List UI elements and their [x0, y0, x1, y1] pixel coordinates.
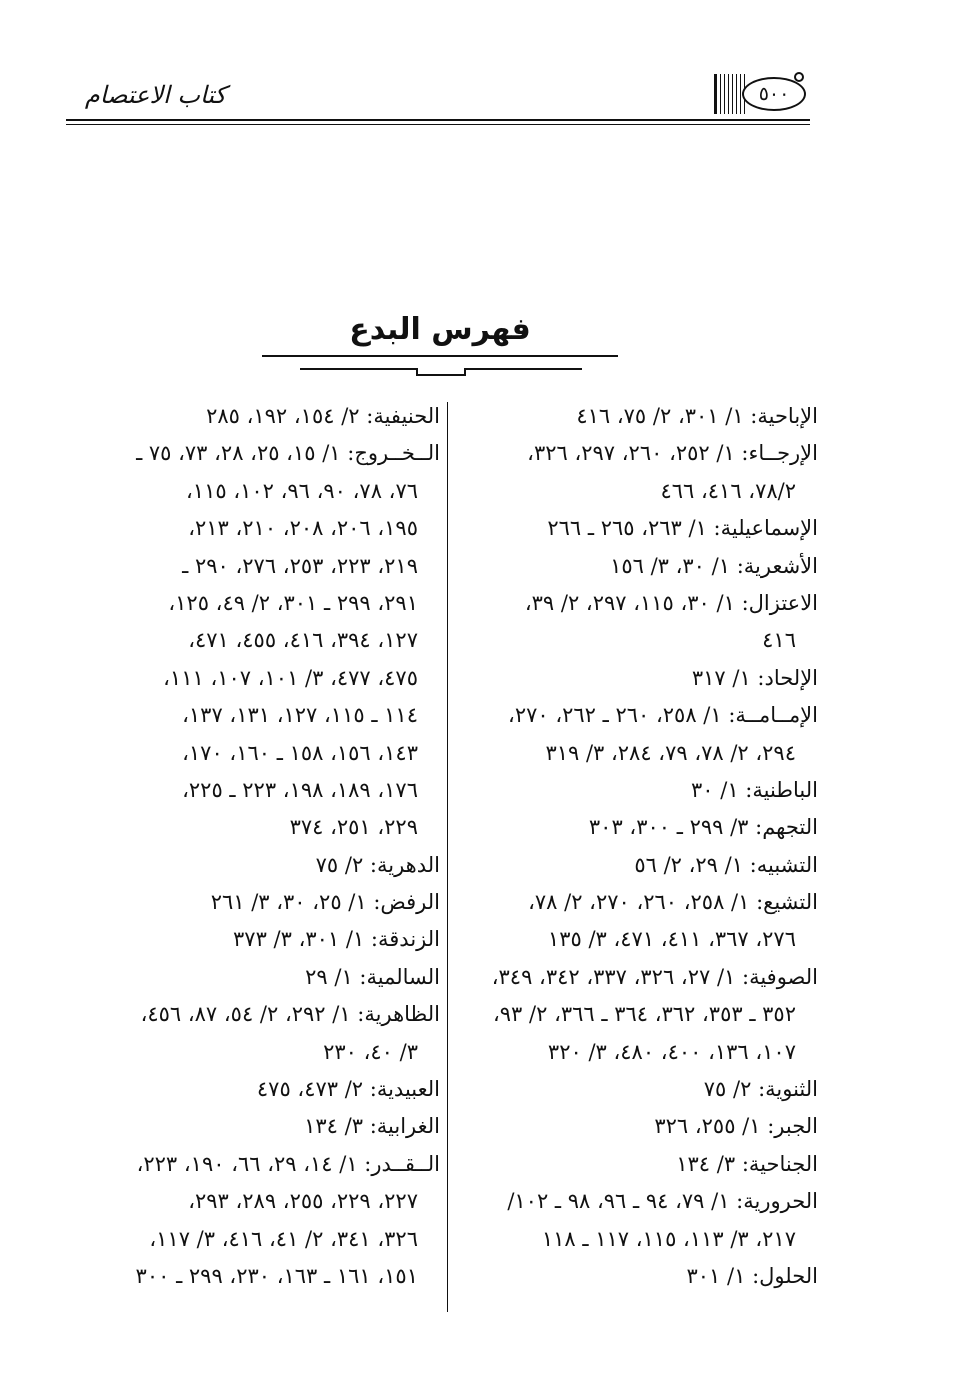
index-entry-continuation: ٧٨/٢، ٤١٦، ٤٦٦ [660, 478, 796, 503]
index-entry: التجهم: ٣/ ٢٩٩ ـ ٣٠٠، ٣٠٣ [588, 815, 818, 840]
index-entry: الإلحاد: ١/ ٣١٧ [691, 665, 818, 690]
index-entry: الدهرية: ٢/ ٧٥ [315, 852, 440, 877]
index-entry-continuation: ٢٧٦، ٣٦٧، ٤١١، ٤٧١، ٣/ ١٣٥ [547, 927, 796, 952]
index-entry-continuation: ١٥١، ١٦١ ـ ١٦٣، ٢٣٠، ٢٩٩ ـ ٣٠٠ [135, 1263, 418, 1288]
index-entry: التشبيه: ١/ ٢٩، ٢/ ٥٦ [634, 852, 818, 877]
index-entry: الصوفية: ١/ ٢٧، ٣٢٦، ٣٣٧، ٣٤٢، ٣٤٩، [491, 964, 818, 989]
index-entry: الباطنية: ١/ ٣٠ [691, 777, 818, 802]
index-entry: الجبر: ١/ ٢٥٥، ٣٢٦ [654, 1114, 818, 1139]
title-underline [262, 355, 618, 357]
index-entry-continuation: ٤١٦ [762, 628, 796, 653]
index-entry: الإسماعيلية: ١/ ٢٦٣، ٢٦٥ ـ ٢٦٦ [547, 516, 818, 541]
page-number-ornament [712, 72, 808, 116]
index-entry-continuation: ٣/ ٤٠، ٢٣٠ [323, 1039, 418, 1064]
index-entry: الحلول: ١/ ٣٠١ [686, 1263, 818, 1288]
index-entry: الجناحية: ٣/ ١٣٤ [676, 1151, 818, 1176]
index-entry-continuation: ٣٥٢ ـ ٣٥٣، ٣٦٢، ٣٦٤ ـ ٣٦٦، ٢/ ٩٣، [493, 1002, 796, 1027]
index-entry-continuation: ١٩٥، ٢٠٦، ٢٠٨، ٢١٠، ٢١٣، [188, 516, 418, 541]
index-title: فهرس البدع [349, 312, 531, 347]
index-entry: الــخــروج: ١/ ١٥، ٢٥، ٢٨، ٧٣، ٧٥ ـ [136, 441, 440, 466]
index-entry: الإمــامــة: ١/ ٢٥٨، ٢٦٠ ـ ٢٦٢، ٢٧٠، [508, 703, 818, 728]
running-header-title: كتاب الاعتصام [84, 81, 226, 109]
index-entry-continuation: ٢٩٤، ٢/ ٧٨، ٧٩، ٢٨٤، ٣/ ٣١٩ [545, 740, 796, 765]
index-entry: الحنيفية: ٢/ ١٥٤، ١٩٢، ٢٨٥ [206, 404, 440, 428]
index-entry: الزندقة: ١/ ٣٠١، ٣/ ٣٧٣ [233, 927, 440, 952]
index-entry: الإرجــاء: ١/ ٢٥٢، ٢٦٠، ٢٩٧، ٣٢٦، [527, 441, 818, 466]
index-entry-continuation: ١٢٧، ٣٩٤، ٤١٦، ٤٥٥، ٤٧١، [188, 628, 418, 653]
index-entry-continuation: ٧٦، ٧٨، ٩٠، ٩٦، ١٠٢، ١١٥، [186, 478, 418, 503]
title-underline-notch [416, 368, 466, 376]
index-entry: الحرورية: ١/ ٧٩، ٩٤ ـ ٩٦، ٩٨ ـ ١٠٢/ [507, 1189, 818, 1214]
index-entry-continuation: ٣٢٦، ٣٤١، ٢/ ٤١، ٤١٦، ٣/ ١١٧، [149, 1226, 418, 1251]
index-entry: الإباحية: ١/ ٣٠١، ٢/ ٧٥، ٤١٦ [576, 404, 818, 428]
column-divider [447, 402, 448, 1312]
index-entry: الاعتزال: ١/ ٣٠، ١١٥، ٢٩٧، ٢/ ٣٩، [524, 590, 818, 615]
index-entry: الثنوية: ٢/ ٧٥ [703, 1077, 818, 1102]
header-rule [66, 119, 810, 121]
index-entry: الغرابية: ٣/ ١٣٤ [304, 1114, 440, 1139]
index-column-right [456, 398, 818, 1295]
index-entry: التشيع: ١/ ٢٥٨، ٢٦٠، ٢٧٠، ٢/ ٧٨، [528, 890, 818, 915]
index-entry: الظاهرية: ١/ ٢٩٢، ٢/ ٥٤، ٨٧، ٤٥٦، [140, 1002, 440, 1027]
index-entry: الــقــدر: ١/ ١٤، ٢٩، ٦٦، ١٩٠، ٢٢٣، [136, 1151, 440, 1176]
index-entry-continuation: ٤٧٥، ٤٧٧، ٣/ ١٠١، ١٠٧، ١١١، [163, 665, 418, 690]
header-rule-thin [66, 124, 810, 125]
index-entry-continuation: ١٧٦، ١٨٩، ١٩٨، ٢٢٣ ـ ٢٢٥، [182, 777, 418, 802]
index-entry-continuation: ٢٢٩، ٢٥١، ٣٧٤ [289, 815, 418, 840]
index-entry-continuation: ٢٩١، ٢٩٩ ـ ٣٠١، ٢/ ٤٩، ١٢٥، [168, 590, 418, 615]
index-entry-continuation: ٢١٩، ٢٢٣، ٢٥٣، ٢٧٦، ٢٩٠ ـ [182, 553, 418, 578]
index-entry-continuation: ٢١٧، ٣/ ١١٣، ١١٥، ١١٧ ـ ١١٨ [541, 1226, 796, 1251]
index-entry-continuation: ١٠٧، ١٣٦، ٤٠٠، ٤٨٠، ٣/ ٣٢٠ [547, 1039, 796, 1064]
index-entry-continuation: ١١٤ ـ ١١٥، ١٢٧، ١٣١، ١٣٧، [182, 703, 418, 728]
index-entry: الرفض: ١/ ٢٥، ٣٠، ٣/ ٢٦١ [210, 890, 440, 915]
index-entry-continuation: ١٤٣، ١٥٦، ١٥٨ ـ ١٦٠، ١٧٠، [182, 740, 418, 765]
ornament-dot [794, 72, 804, 82]
page-number: ٥٠٠ [742, 77, 806, 111]
index-column-left [70, 398, 440, 1295]
index-entry-continuation: ٢٢٧، ٢٢٩، ٢٥٥، ٢٨٩، ٢٩٣، [188, 1189, 418, 1214]
index-entry: السالمية: ١/ ٢٩ [305, 964, 440, 989]
index-entry: العبيدية: ٢/ ٤٧٣، ٤٧٥ [256, 1077, 440, 1102]
index-entry: الأشعرية: ١/ ٣٠، ٣/ ١٥٦ [610, 553, 818, 578]
